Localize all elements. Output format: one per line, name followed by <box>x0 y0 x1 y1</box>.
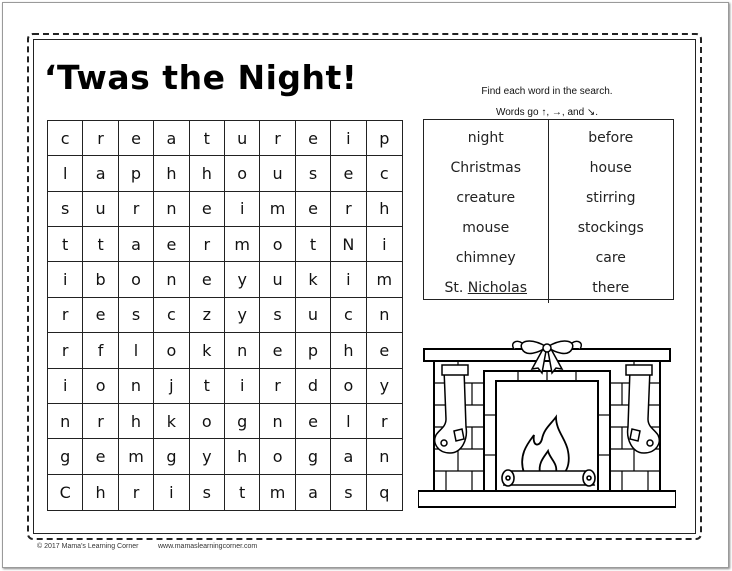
word-prefix: St. <box>444 280 468 296</box>
grid-cell: q <box>379 482 390 502</box>
grid-cell: a <box>83 156 118 191</box>
grid-cell: r <box>260 121 295 156</box>
grid-cell: i <box>331 262 366 297</box>
grid-cell: s <box>48 192 83 227</box>
grid-cell: p <box>367 121 402 156</box>
grid-cell: e <box>190 192 225 227</box>
grid-cell: n <box>119 369 154 404</box>
grid-cell: r <box>119 475 154 510</box>
grid-cell: u <box>225 121 260 156</box>
grid-cell: t <box>190 121 225 156</box>
grid-cell: g <box>154 439 189 474</box>
grid-cell: i <box>331 121 366 156</box>
word-list-right-column <box>549 120 674 303</box>
grid-cell: i <box>48 369 83 404</box>
grid-cell: m <box>225 227 260 262</box>
grid-cell: r <box>367 404 402 439</box>
grid-cell: t <box>225 475 260 510</box>
grid-cell: o <box>260 227 295 262</box>
word-item <box>424 273 548 303</box>
grid-cell: e <box>367 333 402 368</box>
grid-cell: y <box>190 439 225 474</box>
grid-cell: m <box>260 475 295 510</box>
grid-cell: l <box>119 333 154 368</box>
grid-cell: N <box>331 227 366 262</box>
grid-cell: c <box>331 298 366 333</box>
instructions-line-1: Find each word in the search. <box>481 86 613 97</box>
word-item: mouse <box>462 220 510 236</box>
grid-cell: r <box>331 192 366 227</box>
grid-cell: n <box>225 333 260 368</box>
grid-cell: i <box>367 227 402 262</box>
grid-cell: y <box>225 298 260 333</box>
grid-cell: h <box>225 439 260 474</box>
grid-cell: C <box>48 475 83 510</box>
website-text: www.mamaslearningcorner.com <box>158 543 258 550</box>
grid-cell: r <box>48 298 83 333</box>
grid-cell: e <box>260 333 295 368</box>
grid-cell: l <box>331 404 366 439</box>
grid-cell: o <box>154 333 189 368</box>
grid-cell: u <box>260 156 295 191</box>
grid-cell: z <box>190 298 225 333</box>
grid-cell: t <box>190 369 225 404</box>
grid-cell: o <box>225 156 260 191</box>
grid-cell: j <box>154 369 189 404</box>
grid-cell: s <box>119 298 154 333</box>
grid-cell: n <box>154 192 189 227</box>
worksheet-title: ‘Twas the Night! <box>44 58 358 97</box>
grid-cell: m <box>119 439 154 474</box>
word-item: night <box>467 130 504 146</box>
grid-cell: o <box>260 439 295 474</box>
grid-cell: s <box>190 475 225 510</box>
grid-cell: t <box>48 227 83 262</box>
grid-cell: i <box>225 192 260 227</box>
grid-cell: n <box>260 404 295 439</box>
word-item: stockings <box>577 220 644 236</box>
word-item: stirring <box>585 190 636 206</box>
grid-cell: p <box>296 333 331 368</box>
grid-cell: r <box>48 333 83 368</box>
grid-cell: b <box>83 262 118 297</box>
grid-cell: n <box>154 262 189 297</box>
grid-cell: d <box>296 369 331 404</box>
grid-cell: h <box>367 192 402 227</box>
word-list-left-column <box>424 120 549 303</box>
word-item: Christmas <box>450 160 522 176</box>
word-item: there <box>592 280 630 296</box>
grid-cell: n <box>367 439 402 474</box>
grid-cell: e <box>296 192 331 227</box>
grid-cell: n <box>367 298 402 333</box>
word-list <box>423 119 674 300</box>
grid-cell: p <box>119 156 154 191</box>
grid-cell: y <box>367 369 402 404</box>
grid-cell: e <box>83 439 118 474</box>
logs-icon <box>502 470 595 486</box>
grid-cell: g <box>296 439 331 474</box>
grid-cell: c <box>367 156 402 191</box>
fireplace-illustration <box>418 335 676 510</box>
grid-cell: o <box>331 369 366 404</box>
grid-cell: e <box>331 156 366 191</box>
grid-cell: h <box>154 156 189 191</box>
grid-cell: u <box>260 262 295 297</box>
grid-cell: l <box>48 156 83 191</box>
grid-cell: f <box>83 333 118 368</box>
word-item: care <box>595 250 626 266</box>
grid-cell: m <box>260 192 295 227</box>
grid-cell: u <box>83 192 118 227</box>
grid-cell: c <box>48 121 83 156</box>
grid-cell: i <box>154 475 189 510</box>
grid-cell: s <box>296 156 331 191</box>
grid-cell: o <box>83 369 118 404</box>
word-item: chimney <box>455 250 516 266</box>
grid-cell: k <box>190 333 225 368</box>
grid-cell: a <box>119 227 154 262</box>
grid-cell: e <box>296 121 331 156</box>
grid-cell: a <box>331 439 366 474</box>
grid-cell: o <box>190 404 225 439</box>
grid-cell: h <box>331 333 366 368</box>
grid-cell: a <box>154 121 189 156</box>
grid-cell: k <box>154 404 189 439</box>
grid-cell: m <box>367 262 402 297</box>
grid-cell: r <box>190 227 225 262</box>
grid-cell: h <box>83 475 118 510</box>
grid-cell: e <box>154 227 189 262</box>
grid-cell: h <box>119 404 154 439</box>
grid-cell: n <box>48 404 83 439</box>
grid-cell: a <box>296 475 331 510</box>
grid-cell: g <box>48 439 83 474</box>
word-search-grid <box>47 120 403 511</box>
grid-cell: e <box>119 121 154 156</box>
grid-cell: h <box>190 156 225 191</box>
grid-cell: e <box>83 298 118 333</box>
word-underlined: Nicholas <box>467 280 528 296</box>
grid-cell: r <box>83 404 118 439</box>
grid-cell: u <box>296 298 331 333</box>
instructions-line-2: Words go ↑, →, and ↘. <box>495 107 599 118</box>
copyright-text: © 2017 Mama's Learning Corner <box>37 543 139 550</box>
grid-cell: t <box>296 227 331 262</box>
grid-cell: e <box>296 404 331 439</box>
grid-cell: r <box>83 121 118 156</box>
grid-cell: e <box>190 262 225 297</box>
instructions <box>442 81 652 123</box>
grid-cell: y <box>225 262 260 297</box>
grid-cell: g <box>225 404 260 439</box>
word-item: house <box>589 160 632 176</box>
grid-cell: t <box>83 227 118 262</box>
grid-cell: s <box>260 298 295 333</box>
grid-cell: c <box>154 298 189 333</box>
grid-cell: o <box>119 262 154 297</box>
grid-cell: i <box>48 262 83 297</box>
word-item: before <box>588 130 634 146</box>
grid-cell: r <box>119 192 154 227</box>
grid-cell: r <box>260 369 295 404</box>
grid-cell: s <box>331 475 366 510</box>
grid-cell: i <box>225 369 260 404</box>
grid-cell: k <box>296 262 331 297</box>
word-item: creature <box>456 190 516 206</box>
